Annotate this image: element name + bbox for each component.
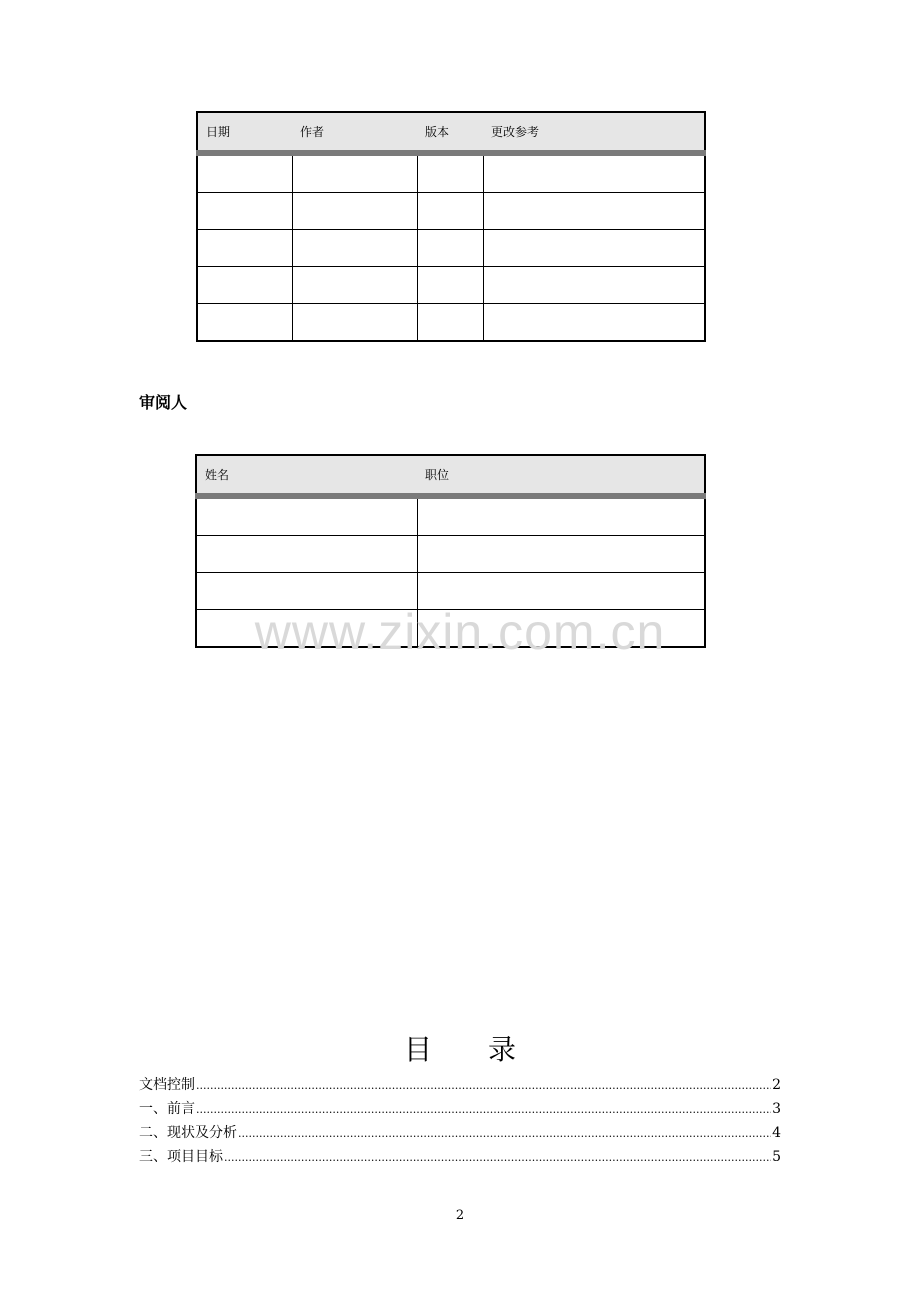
table-cell <box>483 230 705 267</box>
reviewers-table-header <box>196 455 705 496</box>
header-name: 姓名 <box>196 455 417 496</box>
table-cell <box>417 193 483 230</box>
toc-title-char: 目 <box>403 1033 432 1066</box>
table-cell <box>483 193 705 230</box>
toc-entry[interactable] <box>139 1099 781 1123</box>
table-of-contents <box>139 1075 781 1171</box>
table-cell <box>196 496 417 536</box>
table-cell <box>417 153 483 193</box>
toc-entry-label: 一、前言 <box>139 1101 195 1117</box>
table-cell <box>197 193 292 230</box>
table-row <box>197 267 705 304</box>
table-cell <box>483 267 705 304</box>
header-position: 职位 <box>417 455 705 496</box>
table-cell <box>292 304 417 342</box>
toc-entry[interactable] <box>139 1123 781 1147</box>
table-row <box>197 230 705 267</box>
header-date: 日期 <box>197 112 292 153</box>
table-row <box>197 193 705 230</box>
table-cell <box>483 153 705 193</box>
toc-title-char: 录 <box>488 1033 517 1066</box>
table-cell <box>292 230 417 267</box>
table-cell <box>417 496 705 536</box>
toc-leader-dots <box>224 1149 771 1167</box>
table-cell <box>197 230 292 267</box>
table-cell <box>417 304 483 342</box>
toc-entry-label: 三、项目目标 <box>139 1149 223 1165</box>
table-cell <box>292 267 417 304</box>
table-row <box>197 153 705 193</box>
toc-entry-label: 文档控制 <box>139 1077 195 1093</box>
toc-title <box>0 1028 920 1068</box>
revision-table-header <box>197 112 705 153</box>
header-change-reference: 更改参考 <box>483 112 705 153</box>
toc-entry-page: 4 <box>772 1125 781 1141</box>
table-cell <box>483 304 705 342</box>
reviewers-heading: 审阅人 <box>139 393 188 412</box>
table-row <box>196 496 705 536</box>
toc-entry[interactable] <box>139 1075 781 1099</box>
table-cell <box>197 153 292 193</box>
table-cell <box>197 267 292 304</box>
toc-entry[interactable] <box>139 1147 781 1171</box>
table-cell <box>196 536 417 573</box>
table-cell <box>197 304 292 342</box>
watermark: www.zixin.com.cn <box>254 604 666 660</box>
page-number: 2 <box>455 1208 465 1223</box>
table-cell <box>417 536 705 573</box>
table-row <box>197 304 705 342</box>
table-cell <box>292 193 417 230</box>
table-cell <box>292 153 417 193</box>
toc-entry-label: 二、现状及分析 <box>139 1125 237 1141</box>
toc-leader-dots <box>238 1125 771 1143</box>
toc-entry-page: 3 <box>772 1101 781 1117</box>
toc-leader-dots <box>196 1101 771 1119</box>
revision-table <box>196 111 706 342</box>
table-cell <box>417 230 483 267</box>
table-row <box>196 536 705 573</box>
toc-leader-dots <box>196 1077 771 1095</box>
toc-entry-page: 2 <box>772 1077 781 1093</box>
toc-entry-page: 5 <box>772 1149 781 1165</box>
table-cell <box>417 267 483 304</box>
header-author: 作者 <box>292 112 417 153</box>
header-version: 版本 <box>417 112 483 153</box>
